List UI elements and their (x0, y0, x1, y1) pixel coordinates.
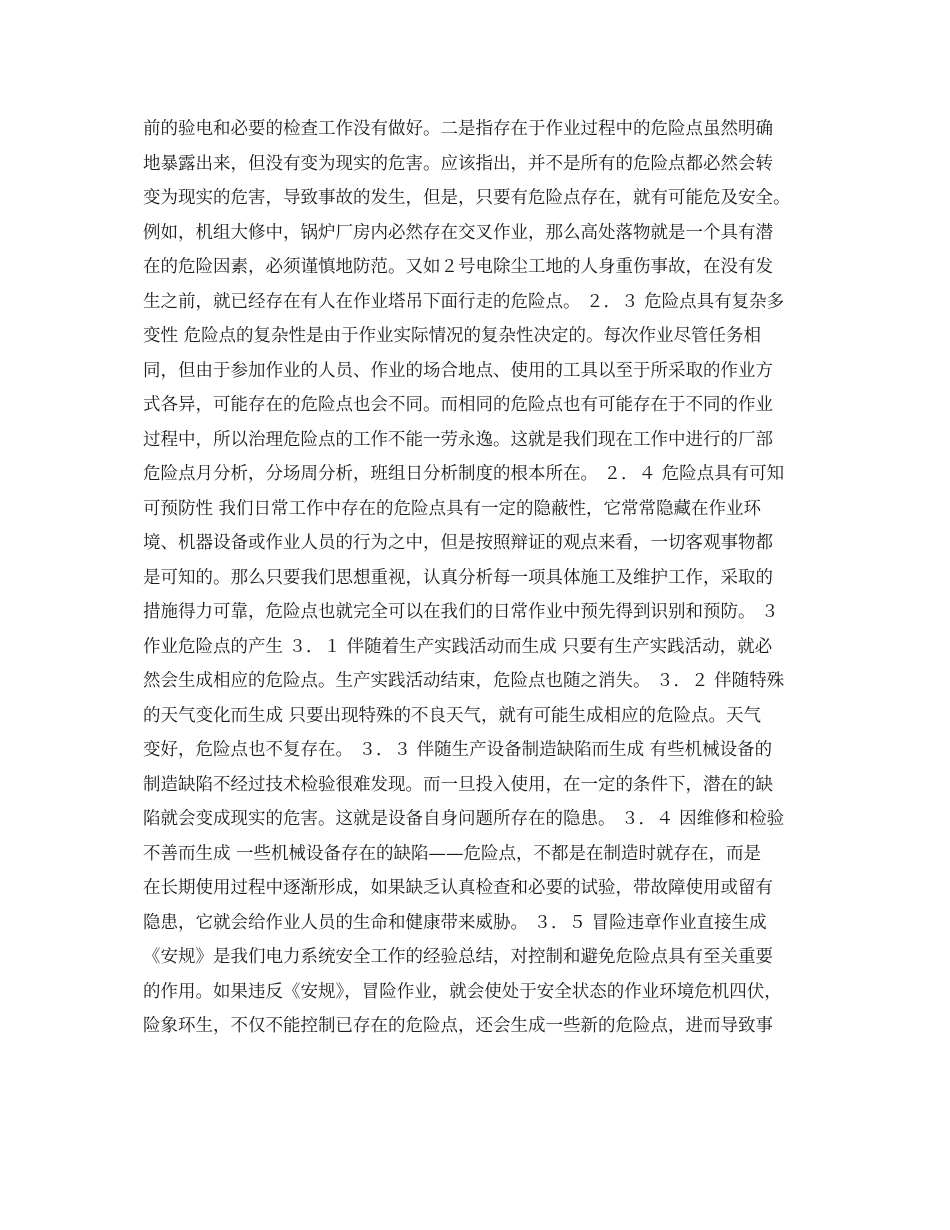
text-line: 的作用。如果违反《安规》，冒险作业，就会使处于安全状态的作业环境危机四伏， (143, 981, 782, 1002)
text-line: 过程中，所以治理危险点的工作不能一劳永逸。这就是我们现在工作中进行的厂部 (143, 429, 773, 450)
text-line: 是可知的。那么只要我们思想重视，认真分析每一项具体施工及维护工作，采取的 (143, 567, 773, 588)
text-line: 在长期使用过程中逐渐形成，如果缺乏认真检查和必要的试验，带故障使用或留有 (143, 878, 773, 898)
text-line: 变好，危险点也不复存在。 ３．３ 伴随生产设备制造缺陷而生成 有些机械设备的 (143, 740, 773, 760)
text-line: 的天气变化而生成 只要出现特殊的不良天气，就有可能生成相应的危险点。天气 (143, 705, 762, 726)
text-line: 变为现实的危害，导致事故的发生，但是，只要有危险点存在，就有可能危及安全。 (143, 188, 791, 208)
text-line: 措施得力可靠，危险点也就完全可以在我们的日常作业中预先得到识别和预防。 ３ (143, 602, 779, 622)
text-line: 不善而生成 一些机械设备存在的缺陷——危险点，不都是在制造时就存在，而是 (143, 843, 762, 864)
text-line: 变性 危险点的复杂性是由于作业实际情况的复杂性决定的。每次作业尽管任务相 (143, 326, 762, 346)
text-line: 作业危险点的产生 ３．１ 伴随着生产实践活动而生成 只要有生产实践活动，就必 (143, 636, 773, 657)
text-line: 险象环生，不仅不能控制已存在的危险点，还会生成一些新的危险点，进而导致事 (143, 1016, 773, 1036)
text-line: 生之前，就已经存在有人在作业塔吊下面行走的危险点。 ２．３ 危险点具有复杂多 (143, 291, 785, 312)
text-line: 境、机器设备或作业人员的行为之中，但是按照辩证的观点来看，一切客观事物都 (143, 533, 773, 553)
text-line: 同，但由于参加作业的人员、作业的场合地点、使用的工具以至于所采取的作业方 (143, 360, 773, 381)
text-line: 地暴露出来，但没有变为现实的危害。应该指出，并不是所有的危险点都必然会转 (143, 153, 773, 174)
body-text (143, 112, 823, 1044)
text-line: 制造缺陷不经过技术检验很难发现。而一旦投入使用，在一定的条件下，潜在的缺 (143, 774, 773, 795)
text-line: 危险点月分析，分场周分析，班组日分析制度的根本所在。 ２．４ 危险点具有可知 (143, 464, 785, 484)
text-line: 前的验电和必要的检查工作没有做好。二是指存在于作业过程中的危险点虽然明确 (143, 119, 773, 139)
text-line: 式各异，可能存在的危险点也会不同。而相同的危险点也有可能存在于不同的作业 (143, 395, 773, 415)
text-line: 在的危险因素，必须谨慎地防范。又如２号电除尘工地的人身重伤事故，在没有发 (143, 257, 773, 277)
text-line: 《安规》是我们电力系统安全工作的经验总结，对控制和避免危险点具有至关重要 (143, 947, 773, 967)
text-line: 隐患，它就会给作业人员的生命和健康带来威胁。 ３．５ 冒险违章作业直接生成 (143, 912, 767, 933)
text-line: 例如，机组大修中，锅炉厂房内必然存在交叉作业，那么高处落物就是一个具有潜 (143, 222, 773, 243)
text-line: 可预防性 我们日常工作中存在的危险点具有一定的隐蔽性，它常常隐藏在作业环 (143, 498, 762, 519)
text-line: 陷就会变成现实的危害。这就是设备自身问题所存在的隐患。 ３．４ 因维修和检验 (143, 809, 785, 829)
text-line: 然会生成相应的危险点。生产实践活动结束，危险点也随之消失。 ３．２ 伴随特殊 (143, 671, 785, 691)
